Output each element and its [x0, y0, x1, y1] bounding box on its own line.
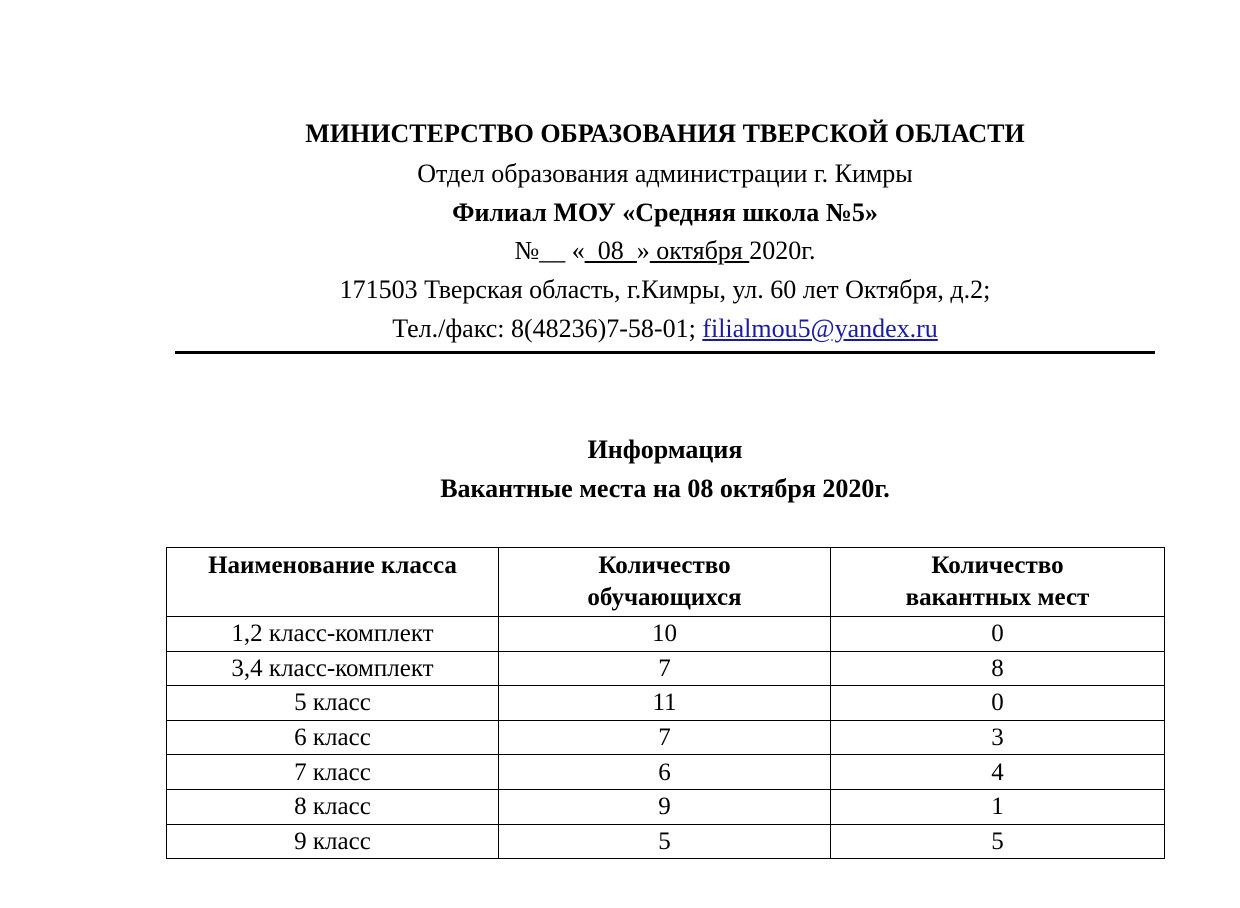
branch-name: Филиал МОУ «Средняя школа №5» — [452, 198, 878, 227]
header-vacancies-count: Количество вакантных мест — [831, 548, 1165, 617]
document-title: Информация — [587, 435, 743, 464]
vacancies-count-cell: 0 — [831, 617, 1165, 652]
students-count-cell: 10 — [499, 617, 831, 652]
vacancies-count-cell: 3 — [831, 720, 1165, 755]
table-row — [167, 720, 1165, 755]
ref-day: _08_ — [584, 236, 637, 265]
table-row — [167, 789, 1165, 824]
header-class-name: Наименование класса — [167, 548, 499, 617]
students-count-cell: 5 — [499, 824, 831, 859]
class-name-cell: 3,4 класс-комплект — [167, 651, 499, 686]
document-subtitle: Вакантные места на 08 октября 2020г. — [440, 474, 890, 503]
ref-prefix: №__ « — [514, 236, 585, 265]
class-name-cell: 1,2 класс-комплект — [167, 617, 499, 652]
vacancies-count-cell: 8 — [831, 651, 1165, 686]
class-name-cell: 8 класс — [167, 789, 499, 824]
ref-month: октября — [649, 236, 750, 265]
ministry-name: МИНИСТЕРСТВО ОБРАЗОВАНИЯ ТВЕРСКОЙ ОБЛАСТИ — [305, 119, 1025, 148]
vacancies-count-cell: 1 — [831, 789, 1165, 824]
table-row — [167, 686, 1165, 721]
ref-mid: » — [636, 236, 650, 265]
students-count-cell: 7 — [499, 720, 831, 755]
class-name-cell: 6 класс — [167, 720, 499, 755]
table-row — [167, 617, 1165, 652]
document-reference — [0, 235, 1240, 267]
header-students-count: Количество обучающихся — [499, 548, 831, 617]
class-name-cell: 9 класс — [167, 824, 499, 859]
vacancies-count-cell: 0 — [831, 686, 1165, 721]
table-row — [167, 824, 1165, 859]
students-count-cell: 11 — [499, 686, 831, 721]
students-count-cell: 9 — [499, 789, 831, 824]
email-link[interactable]: filialmou5@yandex.ru — [702, 314, 938, 343]
table-header-row — [167, 548, 1165, 617]
header-divider — [175, 351, 1155, 354]
address-line: 171503 Тверская область, г.Кимры, ул. 60 лет Октября, д.2; — [339, 275, 991, 304]
class-name-cell: 7 класс — [167, 755, 499, 790]
students-count-cell: 6 — [499, 755, 831, 790]
vacancy-table — [166, 547, 1165, 859]
department-name: Отдел образования администрации г. Кимры — [417, 159, 913, 188]
table-row — [167, 755, 1165, 790]
vacancies-count-cell: 4 — [831, 755, 1165, 790]
contact-line — [0, 313, 1240, 345]
class-name-cell: 5 класс — [167, 686, 499, 721]
ref-year: 2020г. — [749, 236, 816, 265]
students-count-cell: 7 — [499, 651, 831, 686]
table-row — [167, 651, 1165, 686]
phone-fax: Тел./факс: 8(48236)7-58-01; — [392, 314, 703, 343]
vacancies-count-cell: 5 — [831, 824, 1165, 859]
